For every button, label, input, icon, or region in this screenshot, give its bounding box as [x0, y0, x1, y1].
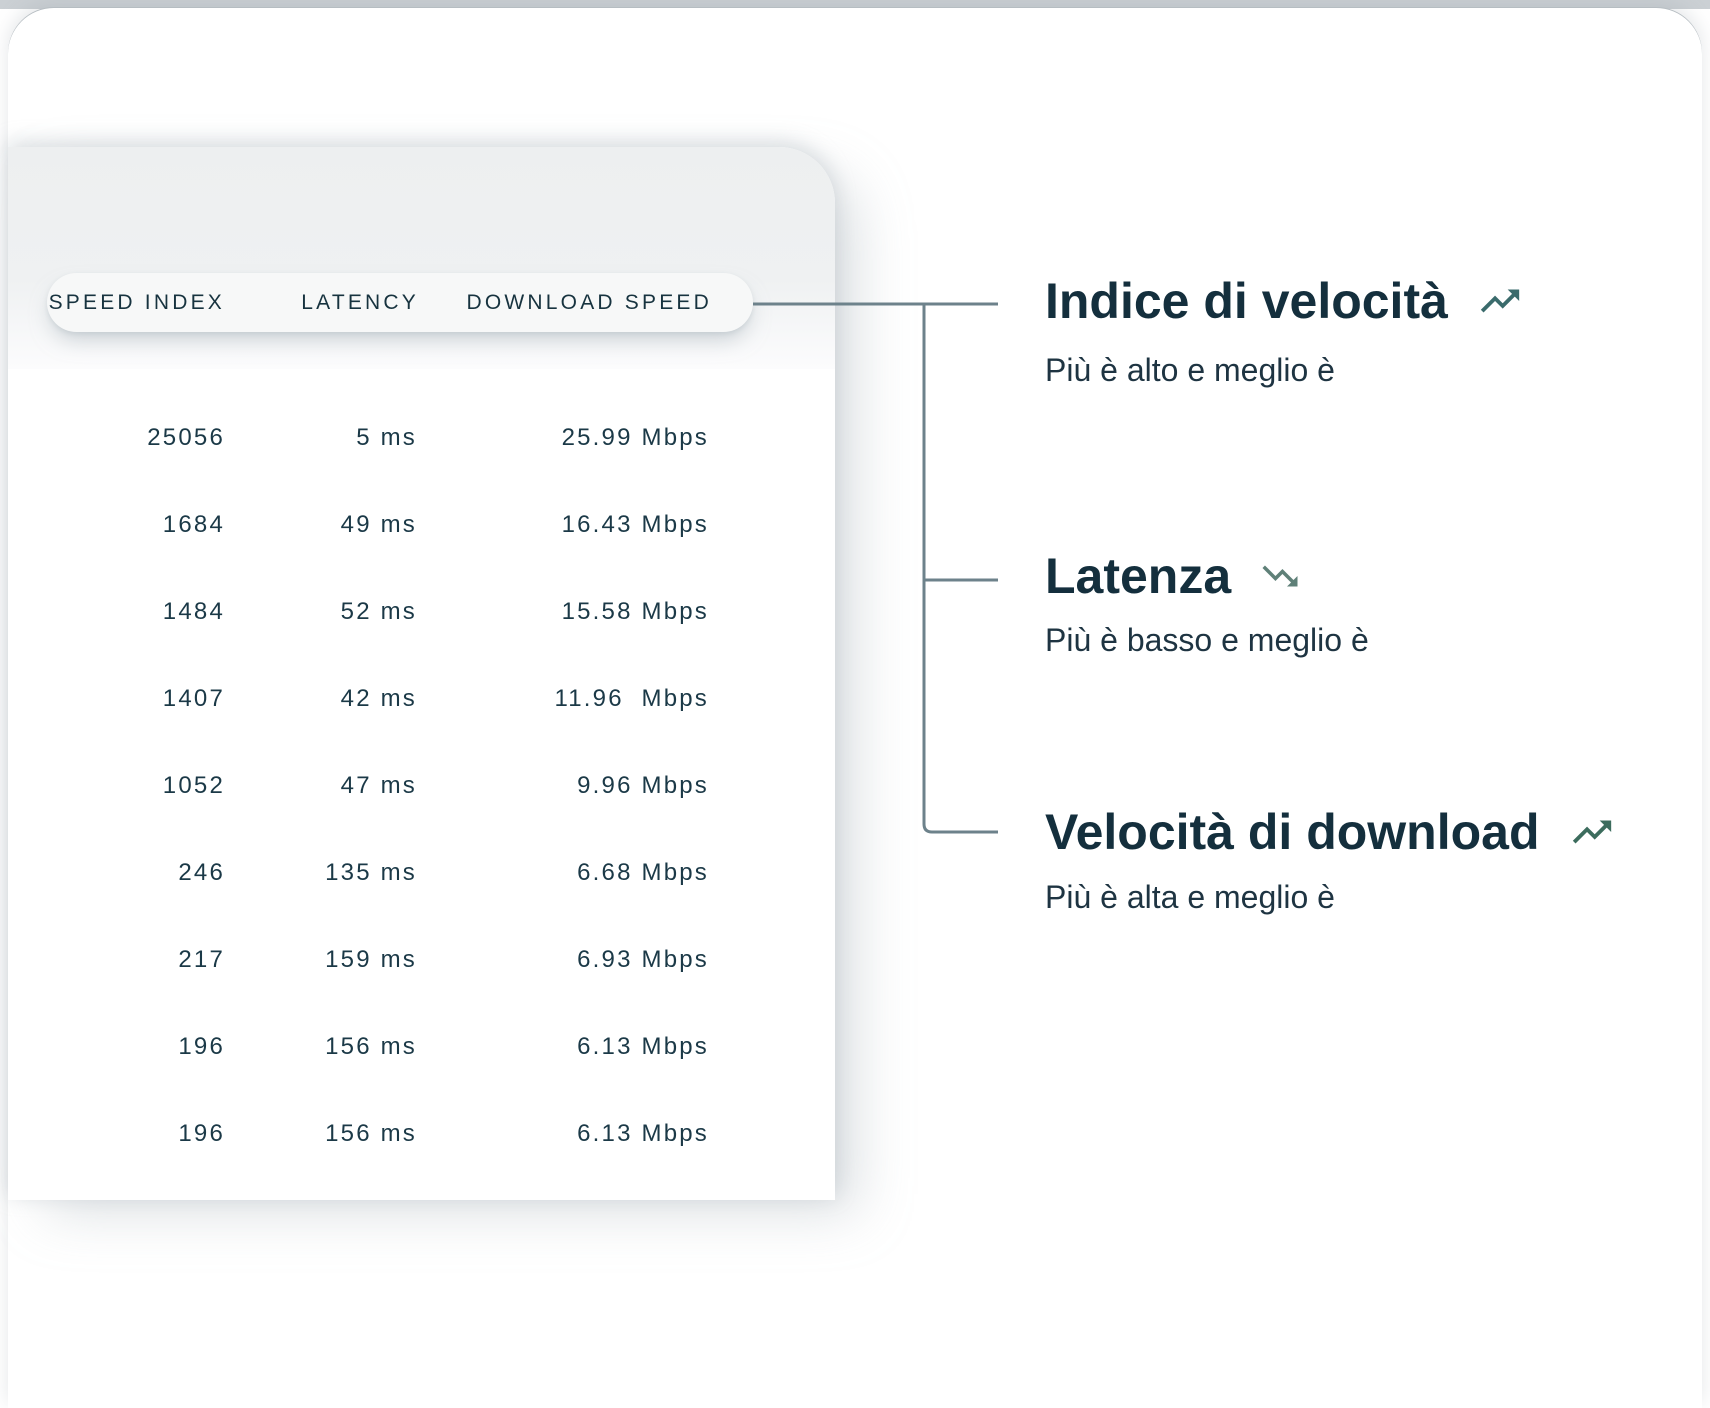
annotation-title: Indice di velocità — [1045, 273, 1448, 329]
latency-value: 42 ms — [340, 684, 417, 712]
table-row — [8, 829, 835, 916]
column-header-speed-index: SPEED INDEX — [48, 290, 225, 314]
speed-index-value: 1407 — [162, 684, 225, 712]
trending-down-icon — [1255, 555, 1305, 597]
table-row — [8, 568, 835, 655]
column-header-latency: LATENCY — [301, 290, 419, 314]
latency-value: 159 ms — [325, 945, 417, 973]
speed-index-value: 196 — [178, 1032, 225, 1060]
speed-results-table-card — [8, 147, 835, 1200]
download-speed-value: 6.13 Mbps — [577, 1032, 709, 1060]
annotation-title: Velocità di download — [1045, 804, 1540, 860]
latency-value: 49 ms — [340, 510, 417, 538]
latency-value: 52 ms — [340, 597, 417, 625]
annotation-subtitle: Più è alto e meglio è — [1045, 352, 1335, 388]
table-row — [8, 655, 835, 742]
annotation-download-speed — [1045, 801, 1620, 863]
table-row — [8, 481, 835, 568]
speed-index-value: 246 — [178, 858, 225, 886]
annotation-title: Latenza — [1045, 548, 1232, 604]
table-header-pill — [47, 273, 753, 332]
table-row — [8, 394, 835, 481]
column-header-download-speed: DOWNLOAD SPEED — [466, 290, 712, 314]
download-speed-value: 15.58 Mbps — [561, 597, 709, 625]
latency-value: 5 ms — [356, 423, 417, 451]
download-speed-value: 9.96 Mbps — [577, 771, 709, 799]
download-speed-value: 11.96 Mbps — [554, 684, 709, 712]
speed-index-value: 217 — [178, 945, 225, 973]
speed-index-value: 196 — [178, 1119, 225, 1147]
annotation-subtitle: Più è basso e meglio è — [1045, 622, 1369, 658]
latency-value: 156 ms — [325, 1032, 417, 1060]
latency-value: 47 ms — [340, 771, 417, 799]
speed-index-value: 1484 — [162, 597, 225, 625]
trending-up-icon — [1472, 278, 1528, 324]
annotation-latency — [1045, 545, 1305, 607]
speed-index-value: 1052 — [162, 771, 225, 799]
table-row — [8, 916, 835, 1003]
table-row — [8, 742, 835, 829]
table-rows — [8, 394, 835, 1177]
latency-value: 156 ms — [325, 1119, 417, 1147]
table-row — [8, 1090, 835, 1177]
annotation-subtitle: Più è alta e meglio è — [1045, 879, 1335, 915]
download-speed-value: 6.13 Mbps — [577, 1119, 709, 1147]
speed-index-value: 25056 — [147, 423, 225, 451]
trending-up-icon — [1564, 809, 1620, 855]
download-speed-value: 25.99 Mbps — [561, 423, 709, 451]
download-speed-value: 16.43 Mbps — [561, 510, 709, 538]
annotation-speed-index — [1045, 270, 1528, 332]
table-row — [8, 1003, 835, 1090]
latency-value: 135 ms — [325, 858, 417, 886]
main-card — [8, 8, 1702, 1408]
speed-index-value: 1684 — [162, 510, 225, 538]
table-header-zone — [8, 147, 835, 369]
download-speed-value: 6.93 Mbps — [577, 945, 709, 973]
download-speed-value: 6.68 Mbps — [577, 858, 709, 886]
